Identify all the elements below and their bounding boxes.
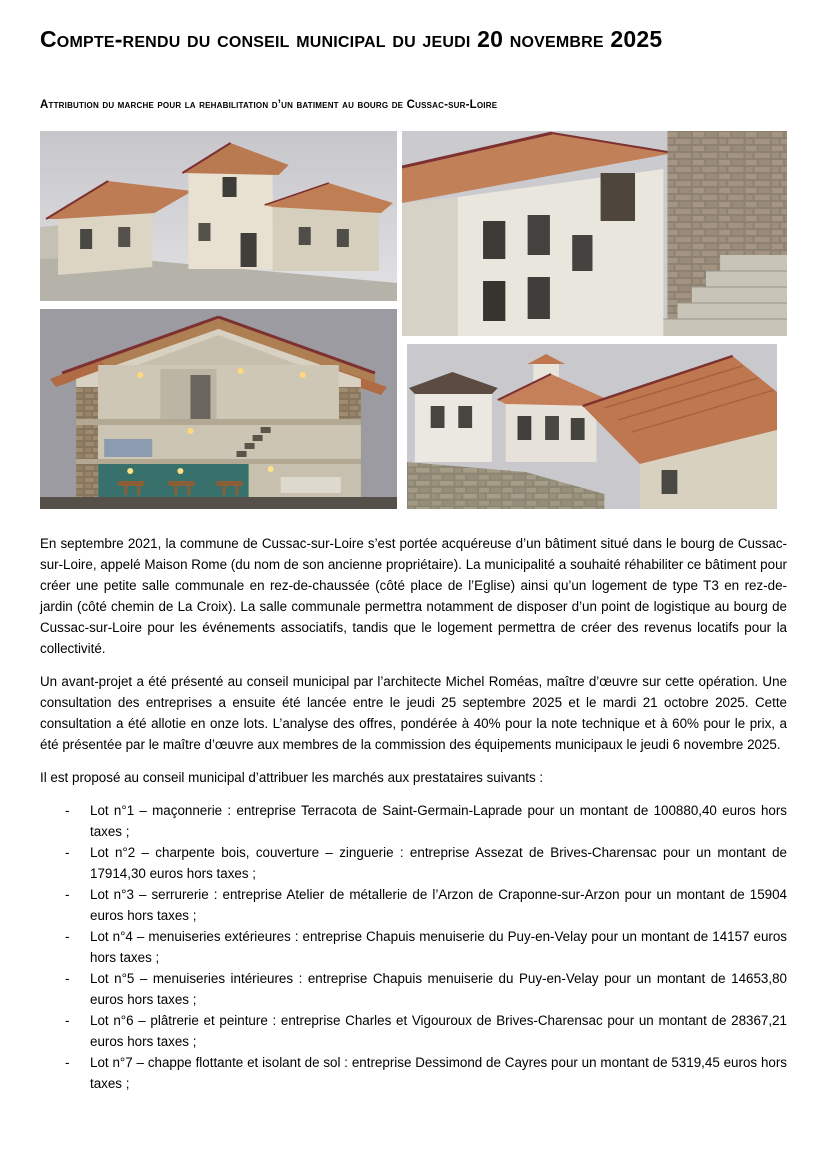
lot-item-text: Lot n°7 – chappe flottante et isolant de sol : entreprise Dessimond de Cayres pour un montant de 5319,45 euros hors taxes ; [90, 1055, 787, 1092]
paragraph-project-context: En septembre 2021, la commune de Cussac-sur-Loire s’est portée acquéreuse d’un bâtiment situé dans le bourg de Cussac-sur-Loire, appelé Maison Rome (du nom de son ancienne propriétaire). La municipalité a souhaité réhabiliter ce bâtiment pour créer une petite salle communale en rez-de-chaussée (côté place de l’Eglise) ainsi qu’un logement de type T3 en rez-de-jardin (côté chemin de La Croix). La salle communale permettra notamment de disposer d’un point de logistique au bourg de Cussac-sur-Loire pour les événements associatifs, tandis que le logement permettra de créer des revenus locatifs pour la collectivité. [40, 536, 787, 657]
lot-item-4 [40, 926, 787, 968]
lot-item-2 [40, 842, 787, 884]
list-dash-marker: - [65, 1013, 70, 1029]
lot-item-1 [40, 800, 787, 842]
render-facade-stairs-stone-wall-image [402, 131, 787, 336]
list-dash-marker: - [65, 887, 70, 903]
render-cross-section-interior-image [40, 309, 397, 509]
lot-item-text: Lot n°5 – menuiseries intérieures : entreprise Chapuis menuiserie du Puy-en-Velay pour un montant de 14653,80 euros hors taxes ; [90, 971, 787, 1008]
lot-item-text: Lot n°1 – maçonnerie : entreprise Terracota de Saint-Germain-Laprade pour un montant de 100880,40 euros hors taxes ; [90, 803, 787, 840]
lot-item-7 [40, 1052, 787, 1094]
paragraph-proposal-intro: Il est proposé au conseil municipal d’attribuer les marchés aux prestataires suivants : [40, 770, 544, 786]
lot-item-5 [40, 968, 787, 1010]
lots-list [40, 800, 787, 1094]
lot-item-text: Lot n°6 – plâtrerie et peinture : entreprise Charles et Vigouroux de Brives-Charensac pour un montant de 28367,21 euros hors taxes ; [90, 1013, 787, 1050]
list-dash-marker: - [65, 803, 70, 819]
lot-item-text: Lot n°2 – charpente bois, couverture – zinguerie : entreprise Assezat de Brives-Charensac pour un montant de 17914,30 euros hors taxes ; [90, 845, 787, 882]
list-dash-marker: - [65, 845, 70, 861]
image-column-right [402, 131, 787, 509]
paragraph-consultation: Un avant-projet a été présenté au conseil municipal par l’architecte Michel Roméas, maître d’œuvre sur cette opération. Une consultation des entreprises a ensuite été lancée entre le jeudi 25 septembre 2025 et le mardi 21 octobre 2025. Cette consultation a été allotie en onze lots. L’analyse des offres, pondérée à 40% pour la note technique et à 60% pour le prix, a été présentée par le maître d’œuvre aux membres de la commission des équipements municipaux le jeudi 6 novembre 2025. [40, 674, 787, 753]
page-title: Compte-rendu du conseil municipal du jeudi 20 novembre 2025 [40, 26, 663, 52]
render-image-grid [40, 131, 787, 509]
render-rooftops-view-image [407, 344, 777, 509]
list-dash-marker: - [65, 1055, 70, 1071]
lot-item-text: Lot n°4 – menuiseries extérieures : entreprise Chapuis menuiserie du Puy-en-Velay pour un montant de 14157 euros hors taxes ; [90, 929, 787, 966]
list-dash-marker: - [65, 929, 70, 945]
list-dash-marker: - [65, 971, 70, 987]
image-column-left [40, 131, 397, 509]
render-exterior-aerial-view-image [40, 131, 397, 301]
lot-item-6 [40, 1010, 787, 1052]
lot-item-3 [40, 884, 787, 926]
section-heading: Attribution du marche pour la rehabilitation d’un batiment au bourg de Cussac-sur-Loire [40, 99, 498, 112]
lot-item-text: Lot n°3 – serrurerie : entreprise Atelier de métallerie de l’Arzon de Craponne-sur-Arzon pour un montant de 15904 euros hors taxes ; [90, 887, 787, 924]
